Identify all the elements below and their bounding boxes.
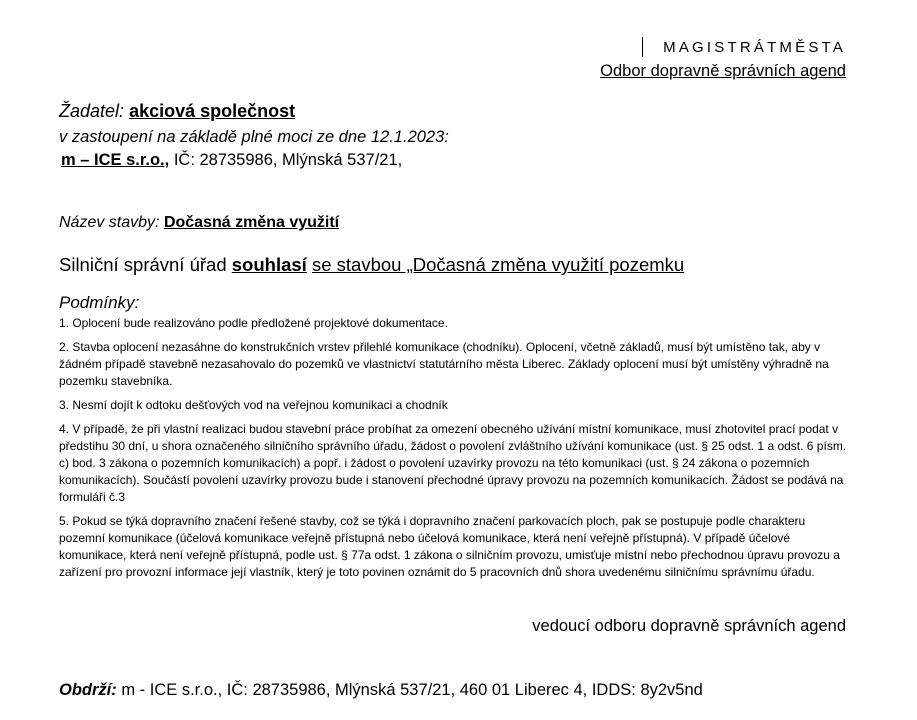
construction-name: Dočasná změna využití [163,214,340,231]
condition-item: 4. V případě, že při vlastní realizaci budou stavební práce probíhat za omezení obecného užívání místní komunikace, musí zhotovitel prací podat v předstihu 30 dní, u shora označeného silničního správního úřadu, žádost o povolení zvláštního užívání komunikace (ust. § 25 odst. 1 a odst. 6 písm. c) bod. 3 zákona o pozemních komunikacích) a popř. i žádost o povolení uzavírky provozu na této komunikaci (ust. § 24 zákona o pozemních komunikacích). Součástí povolení uzavírky provozu bude i stanovení přechodné úpravy provozu na pozemních komunikacích. Žádost se podává na formuláři č.3 [59,422,847,504]
consent-prefix: Silniční správní úřad [59,254,227,275]
condition-item: 3. Nesmí dojít k odtoku dešťových vod na veřejnou komunikaci a chodník [59,398,448,412]
construction-label: Název stavby: [59,214,160,231]
representative-details: IČ: 28735986, Mlýnská 537/21, [173,151,403,169]
recipient-label: Obdrží: [59,681,117,699]
conditions-heading: Podmínky: [59,293,140,312]
representation-line: v zastoupení na základě plné moci ze dne 12.1.2023: [59,128,449,146]
applicant-label: Žadatel: [59,101,125,121]
condition-item: 2. Stavba oplocení nezasáhne do konstrukčních vrstev přilehlé komunikace (chodníku). Oplocení, včetně základů, musí být umístěno tak, aby v žádném případě stavebně nezasahovalo do pozemků ve vlastnictví statutárního města Liberec. Základy oplocení musí být umístěny výhradně na pozemku stavebníka. [59,340,829,388]
applicant-line [59,101,295,122]
consent-keyword: souhlasí [231,254,307,275]
department-name: Odbor dopravně správních agend [600,62,846,80]
signature-line: vedoucí odboru dopravně správních agend [532,617,846,635]
conditions-list [59,315,849,588]
condition-item: 1. Oplocení bude realizováno podle předložené projektové dokumentace. [59,316,448,330]
consent-line [59,254,684,276]
office-title: MAGISTRÁTMĚSTA [663,39,846,56]
text-cursor [642,37,643,57]
representative-line [59,151,402,170]
applicant-name: akciová společnost [129,101,296,121]
representative-name: m – ICE s.r.o., [61,151,170,169]
recipient-line [59,681,703,700]
condition-item: 5. Pokud se týká dopravního značení řešené stavby, což se týká i dopravního značení parkovacích ploch, pak se postupuje podle charakteru pozemní komunikace (účelová komunikace veřejně přístupná nebo účelová komunikace, která není veřejně přístupná). V případě účelové komunikace, která není veřejně přístupná, podle ust. § 77a odst. 1 zákona o silničním provozu, umisťuje místní nebo přechodnou úpravu provozu a zařízení pro provozní informace její vlastník, který je toto povinen oznámit do 5 pracovních dnů shora uvedenému silničnímu správnímu úřadu. [59,514,840,579]
construction-line [59,214,339,232]
consent-suffix: se stavbou „Dočasná změna využití pozemku [311,254,685,275]
recipient-text: m - ICE s.r.o., IČ: 28735986, Mlýnská 537/21, 460 01 Liberec 4, IDDS: 8y2v5nd [121,681,703,699]
